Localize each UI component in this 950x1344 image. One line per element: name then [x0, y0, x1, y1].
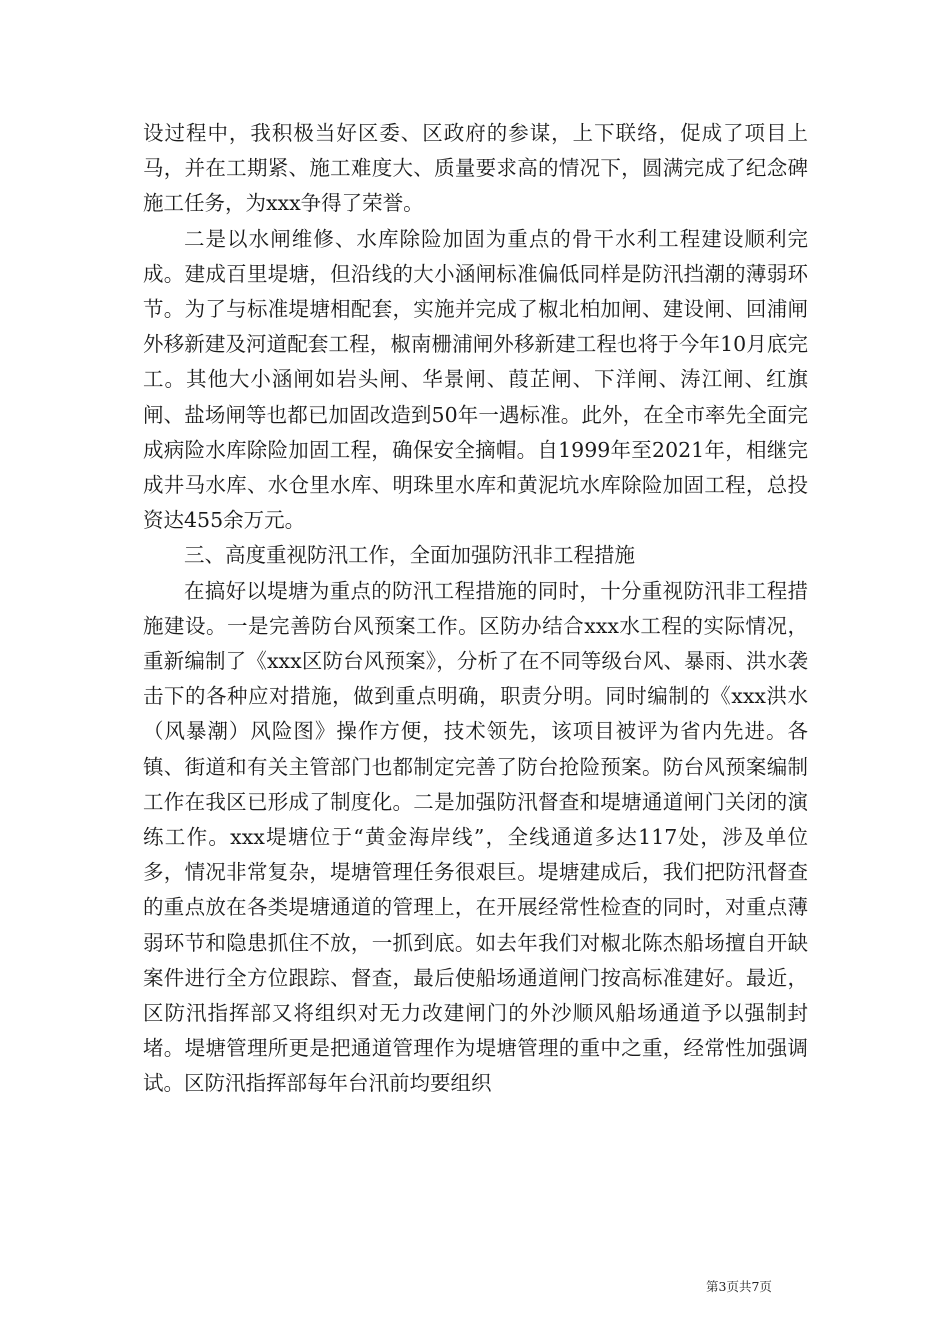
paragraph-non-engineering-measures: 在搞好以堤塘为重点的防汛工程措施的同时，十分重视防汛非工程措施建设。一是完善防台风预案工作。区防办结合xxx水工程的实际情况，重新编制了《xxx区防台风预案》，分析了在不同等级台风、暴雨、洪水袭击下的各种应对措施，做到重点明确，职责分明。同时编制的《xxx洪水（风暴潮）风险图》操作方便，技术领先，该项目被评为省内先进。各镇、街道和有关主管部门也都制定完善了防台抢险预案。防台风预案编制工作在我区已形成了制度化。二是加强防汛督查和堤塘通道闸门关闭的演练工作。xxx堤塘位于“黄金海岸线”，全线通道多达117处，涉及单位多，情况非常复杂，堤塘管理任务很艰巨。堤塘建成后，我们把防汛督查的重点放在各类堤塘通道的管理上，在开展经常性检查的同时，对重点薄弱环节和隐患抓住不放，一抓到底。如去年我们对椒北陈杰船场擅自开缺案件进行全方位跟踪、督查，最后使船场通道闸门按高标准建好。最近，区防汛指挥部又将组织对无力改建闸门的外沙顺风船场通道予以强制封堵。堤塘管理所更是把通道管理作为堤塘管理的重中之重，经常性加强调试。区防汛指挥部每年台汛前均要组织: [143, 578, 808, 1096]
paragraph-continued: 设过程中，我积极当好区委、区政府的参谋，上下联络，促成了项目上马，并在工期紧、施工难度大、质量要求高的情况下，圆满完成了纪念碑施工任务，为xxx争得了荣誉。: [143, 121, 808, 216]
document-body: [143, 116, 808, 1102]
section-heading-flood-prevention: 三、高度重视防汛工作，全面加强防汛非工程措施: [184, 543, 635, 568]
page-number-footer: 第3页共7页: [706, 1279, 772, 1294]
paragraph-hydraulic-projects: 二是以水闸维修、水库除险加固为重点的骨干水利工程建设顺利完成。建成百里堤塘，但沿线的大小涵闸标准偏低同样是防汛挡潮的薄弱环节。为了与标准堤塘相配套，实施并完成了椒北柏加闸、建设闸、回浦闸外移新建及河道配套工程，椒南栅浦闸外移新建工程也将于今年10月底完工。其他大小涵闸如岩头闸、华景闸、葭芷闸、下洋闸、涛江闸、红旗闸、盐场闸等也都已加固改造到50年一遇标准。此外，在全市率先全面完成病险水库除险加固工程，确保安全摘帽。自1999年至2021年，相继完成井马水库、水仓里水库、明珠里水库和黄泥坑水库除险加固工程，总投资达455余万元。: [143, 226, 808, 533]
